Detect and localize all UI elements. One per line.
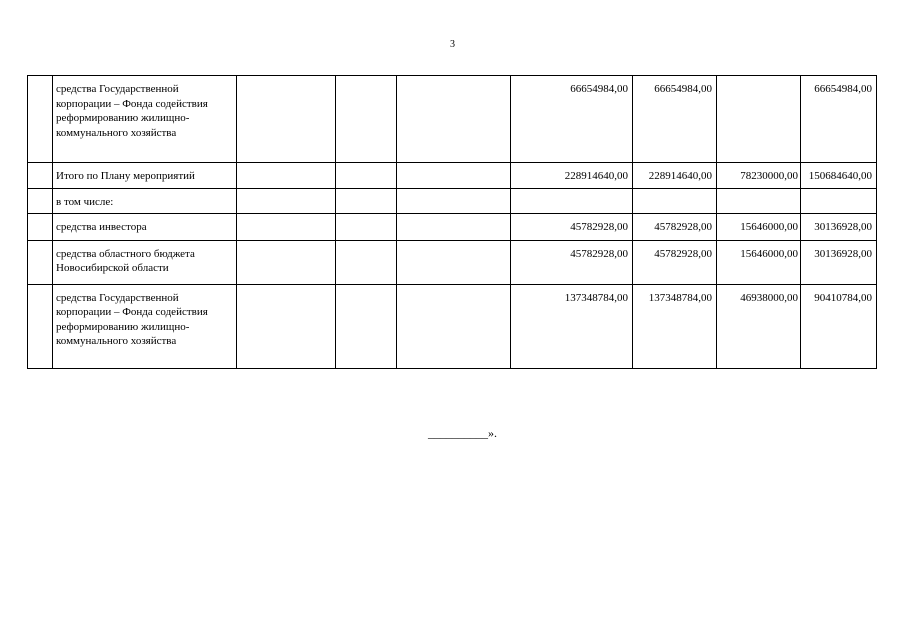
table-cell-value: 90410784,00: [801, 284, 877, 368]
table-cell: [237, 189, 336, 214]
table-cell-value: 15646000,00: [717, 213, 801, 240]
table-cell-value: 15646000,00: [717, 240, 801, 284]
table-cell: [237, 163, 336, 189]
table-cell-value: 137348784,00: [633, 284, 717, 368]
table-cell-index: [28, 240, 53, 284]
table-cell: [397, 76, 511, 163]
table-cell: [237, 284, 336, 368]
table-row: [28, 240, 877, 284]
table-cell: [336, 189, 397, 214]
table-cell-value: 30136928,00: [801, 240, 877, 284]
table-cell-value: 66654984,00: [801, 76, 877, 163]
table-cell-description: Итого по Плану мероприятий: [53, 163, 237, 189]
table-cell-value: 30136928,00: [801, 213, 877, 240]
table-cell-index: [28, 213, 53, 240]
table-row: [28, 163, 877, 189]
table-cell-value: 228914640,00: [511, 163, 633, 189]
table-cell-value: 228914640,00: [633, 163, 717, 189]
table-cell-value: [717, 189, 801, 214]
table-cell-value: 46938000,00: [717, 284, 801, 368]
table-cell-value: 66654984,00: [511, 76, 633, 163]
table-cell-index: [28, 163, 53, 189]
table-cell-description: средства инвестора: [53, 213, 237, 240]
table-cell-index: [28, 284, 53, 368]
table-cell-value: 45782928,00: [511, 240, 633, 284]
table-cell-value: 45782928,00: [633, 213, 717, 240]
table-row: [28, 213, 877, 240]
table-cell-description: средства областного бюджета Новосибирской области: [53, 240, 237, 284]
page-number: 3: [450, 39, 455, 50]
table-cell-value: [511, 189, 633, 214]
table-cell-index: [28, 76, 53, 163]
table-row: [28, 76, 877, 163]
table-cell: [336, 76, 397, 163]
table-cell: [397, 189, 511, 214]
table-cell: [336, 284, 397, 368]
table-cell: [397, 163, 511, 189]
table-cell: [336, 240, 397, 284]
table-cell-description: средства Государственной корпорации – Фонда содействия реформированию жилищно-коммунального хозяйства: [53, 76, 237, 163]
table-cell: [237, 213, 336, 240]
table-cell: [237, 76, 336, 163]
table-cell: [397, 240, 511, 284]
table-cell-value: 66654984,00: [633, 76, 717, 163]
table-cell-description: средства Государственной корпорации – Фонда содействия реформированию жилищно-коммунального хозяйства: [53, 284, 237, 368]
funding-table: [27, 75, 877, 369]
table-cell: [336, 163, 397, 189]
table-cell-index: [28, 189, 53, 214]
table-cell: [237, 240, 336, 284]
table-row: [28, 189, 877, 214]
table-cell-value: 78230000,00: [717, 163, 801, 189]
table-cell: [397, 284, 511, 368]
table-cell: [336, 213, 397, 240]
table-cell-value: [801, 189, 877, 214]
table-cell-value: [633, 189, 717, 214]
table-cell-value: 45782928,00: [633, 240, 717, 284]
table-cell-value: 137348784,00: [511, 284, 633, 368]
table-row: [28, 284, 877, 368]
table-cell: [397, 213, 511, 240]
table-cell-value: 150684640,00: [801, 163, 877, 189]
closing-mark: __________».: [428, 426, 497, 440]
table-cell-value: [717, 76, 801, 163]
table-cell-value: 45782928,00: [511, 213, 633, 240]
table-cell-description: в том числе:: [53, 189, 237, 214]
